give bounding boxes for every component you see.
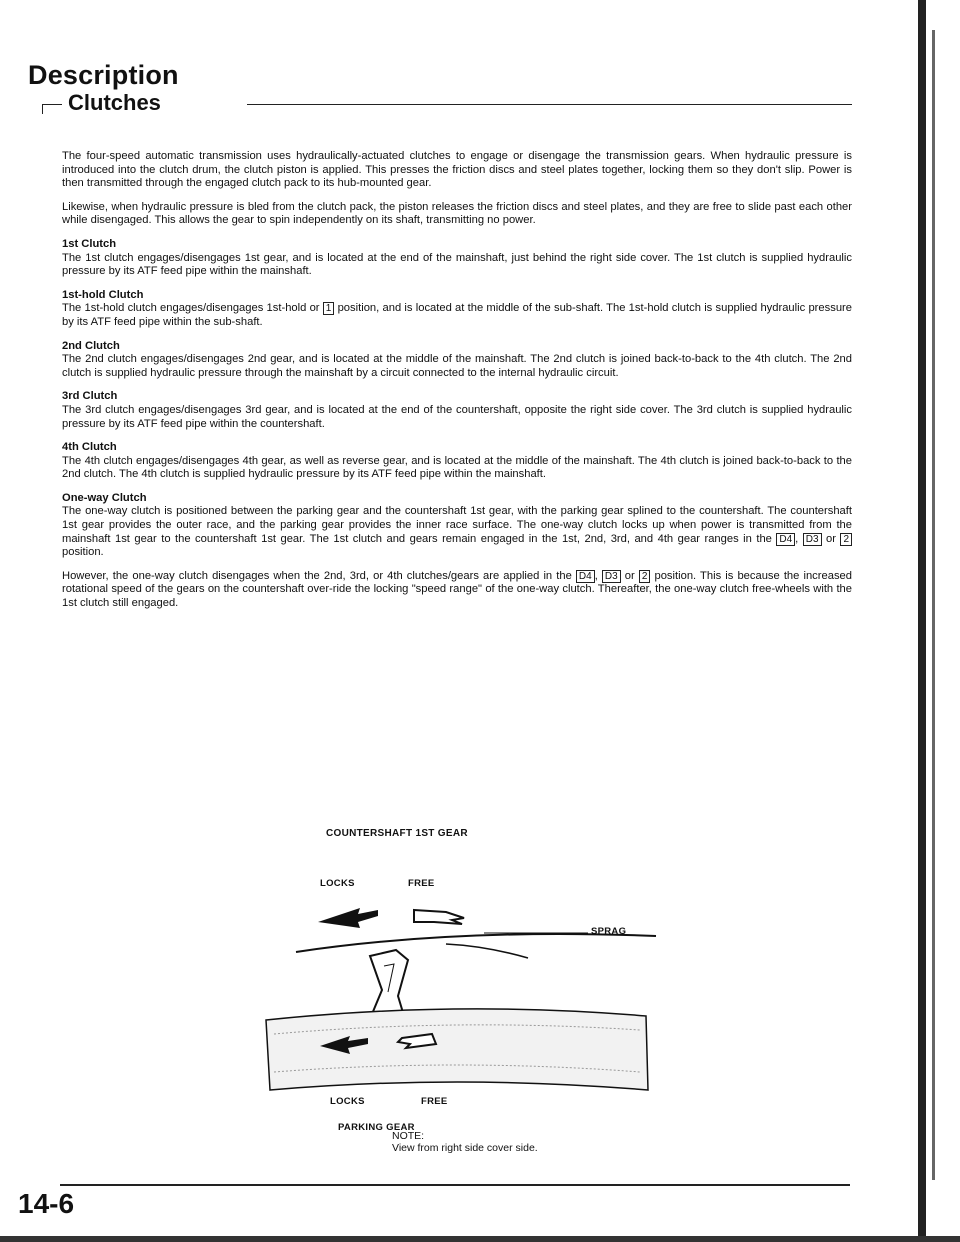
figure-title-parking-gear: PARKING GEAR [338,1122,415,1133]
paragraph-intro: The four-speed automatic transmission uses hydraulically-actuated clutches to engage or disengage the transmission gears. When hydraulic pressure is introduced into the clutch drum, the clutch piston is applied. This presses the friction discs and steel plates together, locking them so they don't slip. Power is then transmitted through the engaged clutch pack to its hub-mounted gear. [62,150,852,190]
shift-position-key: 2 [840,533,852,546]
sprag-clutch-illustration [256,820,716,1150]
note-label: NOTE: [392,1130,425,1142]
body-text [62,150,852,621]
paragraph-1st-hold-clutch: 1st-hold Clutch The 1st-hold clutch engages/disengages 1st-hold or 1 position, and is located at the middle of the sub-shaft. The 1st-hold clutch is supplied hydraulic pressure by its ATF feed pipe within the sub-shaft. [62,288,852,328]
page-number: 14-6 [18,1188,75,1219]
scan-edge-bar [918,0,926,1242]
shift-position-key: D3 [602,570,621,583]
shift-position-key: 1 [323,302,335,315]
heading-1st-hold-clutch: 1st-hold Clutch [62,288,144,301]
figure-title-countershaft: COUNTERSHAFT 1ST GEAR [326,828,468,839]
section-title: Clutches [66,90,167,116]
heading-2nd-clutch: 2nd Clutch [62,339,120,352]
footer-rule [60,1184,850,1186]
paragraph-release: Likewise, when hydraulic pressure is bled from the clutch pack, the piston releases the friction discs and steel plates, and they are free to slide past each other while disengaged. This allows the gear to spin independently on its shaft, transmitting no power. [62,200,852,227]
paragraph-disengage: However, the one-way clutch disengages when the 2nd, 3rd, or 4th clutches/gears are applied in the D4 , D3 or 2 position. This is because the increased rotational speed of the gears on the countershaft over-ride the locking "speed range" of the one-way clutch. Thereafter, the one-way clutch free-wheels with the 1st clutch still engaged. [62,569,852,610]
scan-bottom-edge [0,1236,960,1242]
free-arrow-icon [414,910,464,924]
paragraph-one-way-clutch: One-way Clutch The one-way clutch is positioned between the parking gear and the countershaft 1st gear, with the parking gear splined to the countershaft. The countershaft 1st gear provides the outer race, and the parking gear provides the inner race surface. The one-way clutch locks up when power is transmitted from the mainshaft 1st gear to the countershaft 1st gear. The 1st clutch and gears remain engaged in the 1st, 2nd, 3rd, and 4th gear ranges in the D4 , D3 or 2 position. [62,491,852,559]
heading-4th-clutch: 4th Clutch [62,441,117,454]
label-locks-bottom: LOCKS [330,1096,365,1107]
heading-3rd-clutch: 3rd Clutch [62,390,118,403]
locks-arrow-icon [318,908,378,928]
heading-1st-clutch: 1st Clutch [62,237,117,250]
paragraph-3rd-clutch: 3rd Clutch The 3rd clutch engages/disengages 3rd gear, and is located at the end of the countershaft, opposite the right side cover. The 3rd clutch is supplied hydraulic pressure by its ATF feed pipe within the countershaft. [62,390,852,430]
label-free-bottom: FREE [421,1096,448,1107]
shift-position-key: D4 [576,570,595,583]
note-text: View from right side cover side. [392,1142,538,1154]
shift-position-key: D3 [803,533,822,546]
paragraph-4th-clutch: 4th Clutch The 4th clutch engages/disengages 4th gear, as well as reverse gear, and is located at the middle of the mainshaft. The 4th clutch is joined back-to-back to the 2nd clutch. The 4th clutch is supplied hydraulic pressure by its ATF feed pipe within the mainshaft. [62,441,852,481]
label-locks-top: LOCKS [320,878,355,889]
paragraph-1st-clutch: 1st Clutch The 1st clutch engages/disengages 1st gear, and is located at the end of the mainshaft, just behind the right side cover. The 1st clutch is supplied hydraulic pressure by its ATF feed pipe within the mainshaft. [62,237,852,278]
shift-position-key: D4 [776,533,795,546]
page-title: Description [28,60,179,90]
sprag-clutch-diagram [256,820,716,1150]
paragraph-2nd-clutch: 2nd Clutch The 2nd clutch engages/disengages 2nd gear, and is located at the middle of the mainshaft. The 2nd clutch is joined back-to-back to the 4th clutch. The 2nd clutch is supplied hydraulic pressure through the mainshaft by a circuit connected to the internal hydraulic circuit. [62,339,852,379]
figure-note [392,1130,538,1154]
label-free-top: FREE [408,878,435,889]
heading-one-way-clutch: One-way Clutch [62,491,147,504]
scan-edge-line [932,30,935,1180]
label-sprag: SPRAG [591,926,627,937]
shift-position-key: 2 [639,570,651,583]
